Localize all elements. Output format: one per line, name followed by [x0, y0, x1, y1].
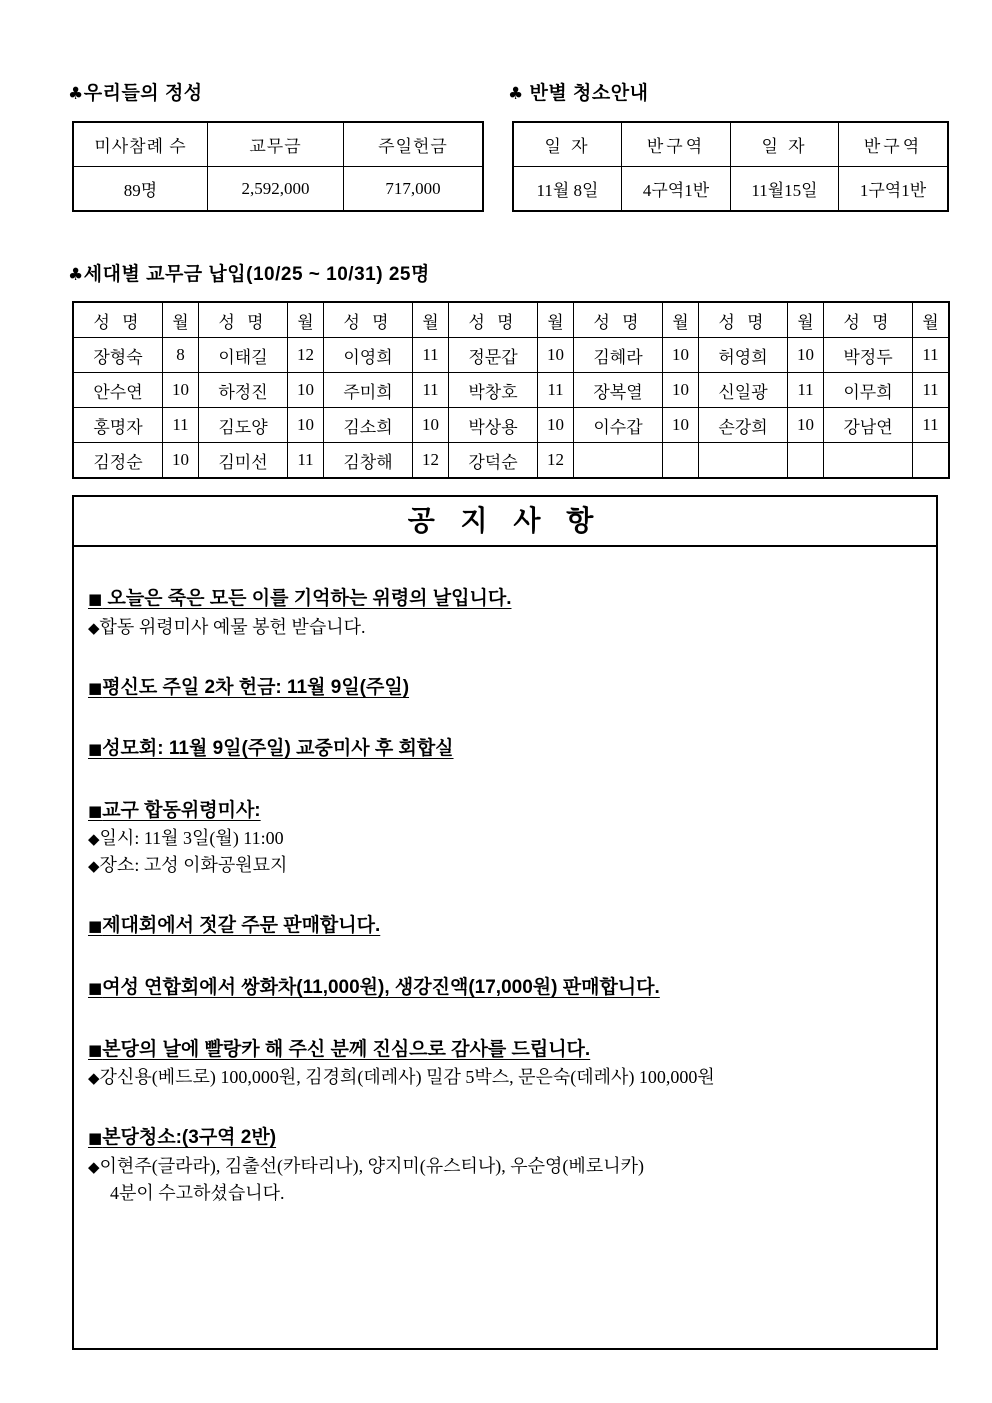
- cleaning-table: [512, 121, 949, 212]
- dues-col-name: 성 명: [699, 302, 788, 338]
- dues-cell-name: [699, 443, 788, 479]
- dues-col-month: 월: [663, 302, 699, 338]
- dues-col-month: 월: [413, 302, 449, 338]
- dues-cell-month: 10: [788, 408, 824, 443]
- dues-cell-name: 박상용: [449, 408, 538, 443]
- notice-item-detail: ◆합동 위령미사 예물 봉헌 받습니다.: [88, 616, 366, 637]
- dues-col-name: 성 명: [574, 302, 663, 338]
- cleaning-heading-text: 반별 청소안내: [529, 83, 649, 104]
- notice-spacer: [88, 1016, 936, 1036]
- dues-cell-name: 박정두: [824, 338, 913, 373]
- cleaning-col-date-1: 일 자: [513, 122, 622, 167]
- dues-cell-name: 강남연: [824, 408, 913, 443]
- dues-cell-month: 12: [413, 443, 449, 479]
- cleaning-col-zone-2: 반구역: [839, 122, 949, 167]
- table-row: [513, 167, 948, 212]
- dues-cell-name: 김혜라: [574, 338, 663, 373]
- table-row: [73, 408, 949, 443]
- dues-cell-month: 10: [413, 408, 449, 443]
- dues-cell-name: 안수연: [73, 373, 163, 408]
- notice-spacer: [88, 1104, 936, 1124]
- dues-col-name: 성 명: [324, 302, 413, 338]
- dues-cell-month: 10: [663, 373, 699, 408]
- dues-table: [72, 301, 950, 479]
- dues-heading-text: 세대별 교무금 납입(10/25 ~ 10/31) 25명: [83, 264, 430, 285]
- dues-cell-name: 장형숙: [73, 338, 163, 373]
- club-icon: ♣: [68, 265, 84, 285]
- notice-item: [88, 735, 936, 763]
- table-row: [73, 167, 483, 212]
- notice-item-headline: ■본당청소:(3구역 2반): [88, 1127, 277, 1149]
- dues-cell-month: 12: [288, 338, 324, 373]
- notice-item-headline: ■평신도 주일 2차 헌금: 11월 9일(주일): [88, 676, 410, 698]
- dues-cell-month: 8: [163, 338, 199, 373]
- dues-cell-name: 정문갑: [449, 338, 538, 373]
- dues-cell-month: [663, 443, 699, 479]
- notice-item: [88, 674, 936, 702]
- notice-box: [72, 495, 938, 1350]
- dues-cell-month: 11: [413, 373, 449, 408]
- notice-item-detail: ◆장소: 고성 이화공원묘지: [88, 855, 288, 876]
- cleaning-val-date-1: 11월 8일: [513, 167, 622, 212]
- square-bullet-icon: ■: [88, 979, 103, 998]
- dues-cell-name: [824, 443, 913, 479]
- notice-item: [88, 797, 936, 879]
- dues-col-month: 월: [163, 302, 199, 338]
- dues-col-name: 성 명: [73, 302, 163, 338]
- square-bullet-icon: ■: [88, 1129, 103, 1148]
- dues-cell-month: 10: [288, 373, 324, 408]
- notice-item-detail: ◆이현주(글라라), 김출선(카타리나), 양지미(유스티나), 우순영(베로니카): [88, 1155, 644, 1176]
- offering-val-dues: 2,592,000: [208, 167, 344, 212]
- dues-cell-month: [788, 443, 824, 479]
- dues-col-month: 월: [788, 302, 824, 338]
- dues-cell-name: 홍명자: [73, 408, 163, 443]
- square-bullet-icon: ■: [88, 801, 103, 820]
- offering-col-dues: 교무금: [208, 122, 344, 167]
- notice-item: [88, 912, 936, 940]
- offering-col-attendance: 미사참례 수: [73, 122, 208, 167]
- cleaning-col-date-2: 일 자: [731, 122, 839, 167]
- offering-val-attendance: 89명: [73, 167, 208, 212]
- diamond-bullet-icon: ◆: [88, 1069, 100, 1088]
- notice-item-detail: ◆강신용(베드로) 100,000원, 김경희(데레사) 밀감 5박스, 문은숙(데레사) 100,000원: [88, 1067, 715, 1088]
- cleaning-val-zone-2: 1구역1반: [839, 167, 949, 212]
- dues-col-month: 월: [913, 302, 950, 338]
- dues-cell-month: 10: [663, 408, 699, 443]
- dues-cell-month: 10: [288, 408, 324, 443]
- square-bullet-icon: ■: [88, 740, 103, 759]
- notice-item-headline: ■교구 합동위령미사:: [88, 799, 261, 821]
- notice-spacer: [88, 777, 936, 797]
- diamond-bullet-icon: ◆: [88, 830, 100, 849]
- notice-spacer: [88, 954, 936, 974]
- notice-item: [88, 585, 936, 640]
- dues-col-month: 월: [538, 302, 574, 338]
- dues-cell-month: 10: [163, 373, 199, 408]
- offering-col-sunday: 주일헌금: [344, 122, 484, 167]
- dues-cell-name: 김소희: [324, 408, 413, 443]
- table-row: [73, 338, 949, 373]
- dues-cell-month: 11: [913, 373, 950, 408]
- dues-cell-month: 11: [288, 443, 324, 479]
- dues-cell-month: 10: [788, 338, 824, 373]
- notice-item-headline: ■ 오늘은 죽은 모든 이를 기억하는 위령의 날입니다.: [88, 588, 512, 609]
- notice-item-headline: ■성모회: 11월 9일(주일) 교중미사 후 회합실: [88, 738, 454, 760]
- notice-spacer: [88, 654, 936, 674]
- cleaning-col-zone-1: 반구역: [622, 122, 731, 167]
- dues-cell-name: 신일광: [699, 373, 788, 408]
- square-bullet-icon: ■: [88, 1040, 103, 1059]
- diamond-bullet-icon: ◆: [88, 1157, 100, 1176]
- dues-col-name: 성 명: [199, 302, 288, 338]
- dues-cell-name: 손강희: [699, 408, 788, 443]
- dues-cell-month: 11: [163, 408, 199, 443]
- notice-item: [88, 1036, 936, 1091]
- dues-section-heading: [68, 259, 430, 286]
- dues-cell-name: 강덕순: [449, 443, 538, 479]
- notice-spacer: [88, 892, 936, 912]
- table-row: [513, 122, 948, 167]
- notice-item-headline: ■본당의 날에 빨랑카 해 주신 분께 진심으로 감사를 드립니다.: [88, 1038, 591, 1060]
- notice-item-headline: ■제대회에서 젓갈 주문 판매합니다.: [88, 915, 381, 937]
- dues-cell-name: 김미선: [199, 443, 288, 479]
- notice-item-headline: ■여성 연합회에서 쌍화차(11,000원), 생강진액(17,000원) 판매합니다.: [88, 977, 660, 999]
- dues-cell-month: [913, 443, 950, 479]
- dues-cell-name: 김정순: [73, 443, 163, 479]
- table-row: [73, 122, 483, 167]
- square-bullet-icon: ■: [88, 917, 103, 936]
- club-icon: ♣: [508, 84, 524, 104]
- notice-item-detail: ◆일시: 11월 3일(월) 11:00: [88, 828, 284, 849]
- square-bullet-icon: ■: [88, 590, 103, 608]
- table-row: [73, 443, 949, 479]
- square-bullet-icon: ■: [88, 678, 103, 697]
- dues-cell-month: 10: [538, 338, 574, 373]
- dues-cell-month: 12: [538, 443, 574, 479]
- table-row: [73, 373, 949, 408]
- cleaning-section-heading: [508, 78, 648, 105]
- dues-cell-month: 11: [913, 408, 950, 443]
- dues-cell-name: 김창해: [324, 443, 413, 479]
- offering-val-sunday: 717,000: [344, 167, 484, 212]
- dues-cell-name: 하정진: [199, 373, 288, 408]
- dues-col-name: 성 명: [824, 302, 913, 338]
- dues-cell-name: 허영희: [699, 338, 788, 373]
- dues-cell-name: 김도양: [199, 408, 288, 443]
- dues-cell-name: 이태길: [199, 338, 288, 373]
- dues-header-row: [73, 302, 949, 338]
- notice-item: [88, 1124, 936, 1206]
- notice-spacer: [88, 715, 936, 735]
- dues-cell-month: 10: [163, 443, 199, 479]
- dues-cell-month: 11: [913, 338, 950, 373]
- dues-cell-month: 11: [788, 373, 824, 408]
- dues-cell-month: 10: [538, 408, 574, 443]
- dues-cell-name: [574, 443, 663, 479]
- dues-col-month: 월: [288, 302, 324, 338]
- dues-cell-name: 이무희: [824, 373, 913, 408]
- cleaning-val-zone-1: 4구역1반: [622, 167, 731, 212]
- notice-item: [88, 974, 936, 1002]
- offering-heading-text: 우리들의 정성: [83, 83, 203, 104]
- dues-cell-month: 10: [663, 338, 699, 373]
- dues-cell-month: 11: [413, 338, 449, 373]
- club-icon: ♣: [68, 84, 84, 104]
- dues-cell-name: 장복열: [574, 373, 663, 408]
- dues-col-name: 성 명: [449, 302, 538, 338]
- diamond-bullet-icon: ◆: [88, 857, 100, 876]
- offering-table: [72, 121, 484, 212]
- offering-section-heading: [68, 78, 203, 105]
- dues-cell-name: 주미희: [324, 373, 413, 408]
- dues-cell-month: 11: [538, 373, 574, 408]
- notice-item-detail-continued: 4분이 수고하셨습니다.: [110, 1182, 285, 1203]
- dues-cell-name: 박창호: [449, 373, 538, 408]
- diamond-bullet-icon: ◆: [88, 618, 100, 637]
- cleaning-val-date-2: 11월15일: [731, 167, 839, 212]
- notice-body: [74, 547, 936, 1206]
- dues-cell-name: 이수갑: [574, 408, 663, 443]
- notice-title: 공 지 사 항: [74, 497, 936, 547]
- dues-cell-name: 이영희: [324, 338, 413, 373]
